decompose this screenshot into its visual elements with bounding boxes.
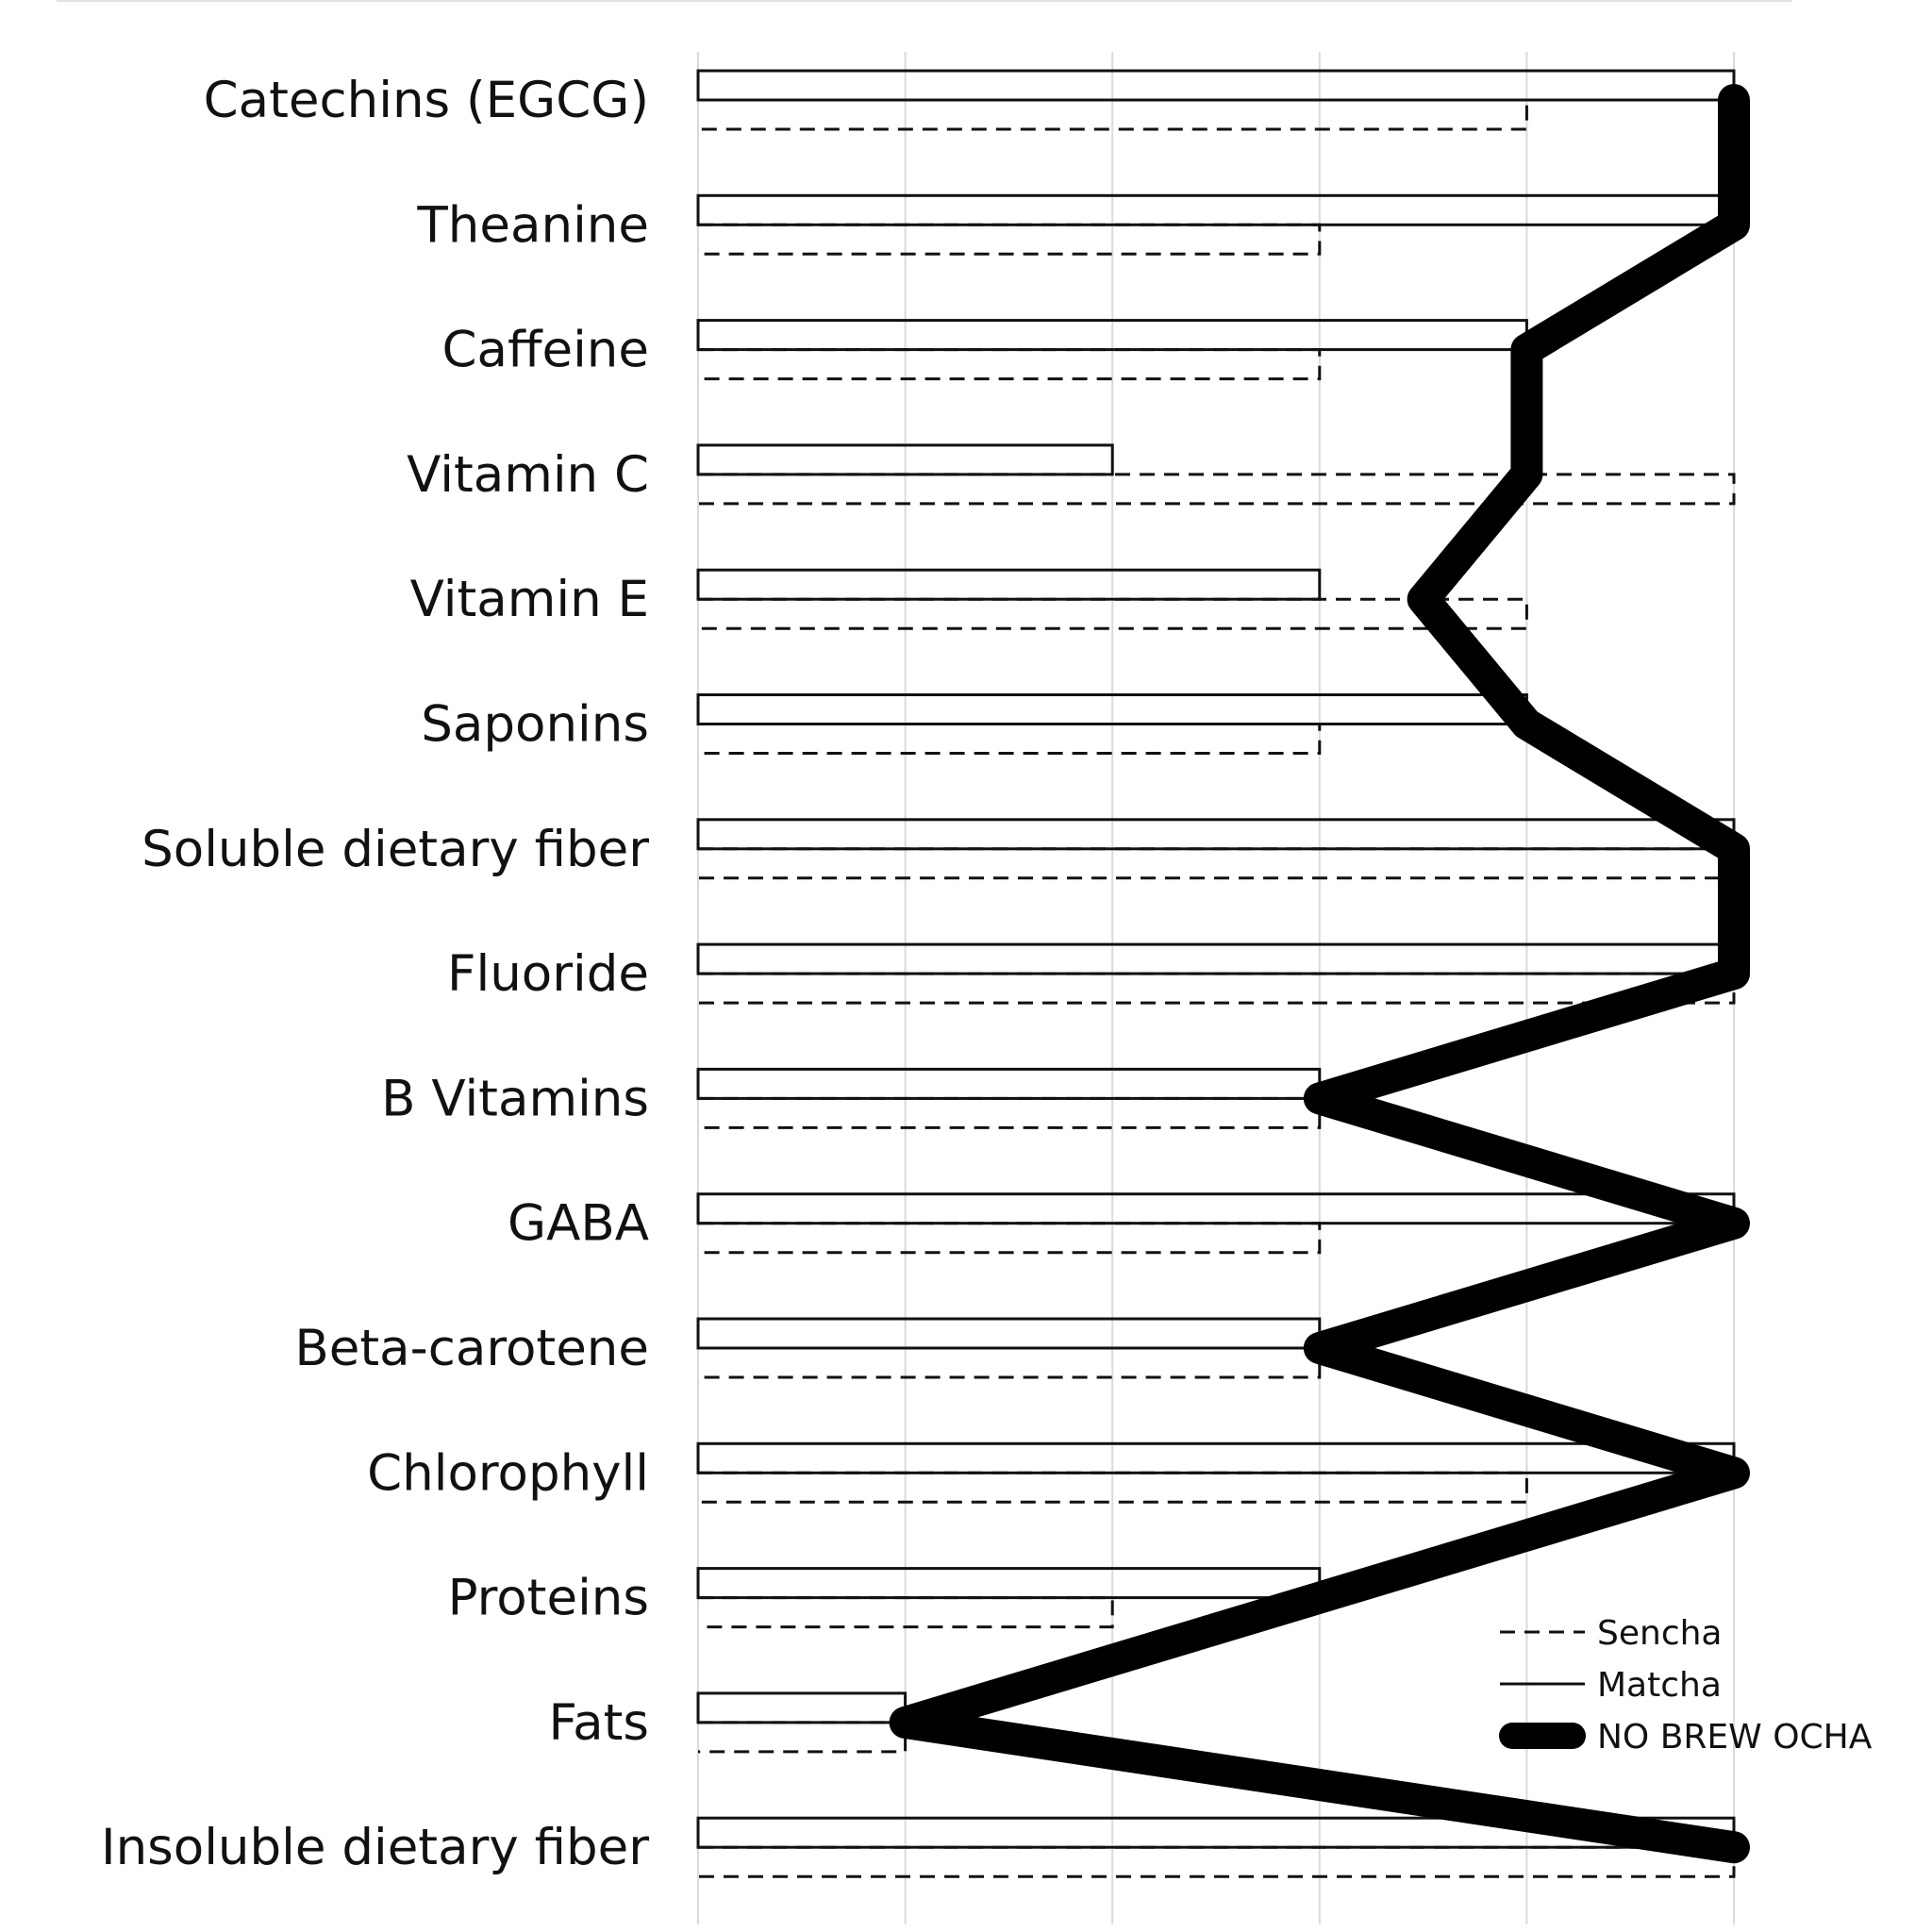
legend [1500, 1614, 1873, 1757]
category-label: Proteins [447, 1569, 649, 1627]
matcha-bar [698, 1069, 1320, 1098]
category-label: Chlorophyll [367, 1444, 649, 1503]
matcha-bar [698, 1443, 1734, 1473]
matcha-bar [698, 820, 1734, 849]
sencha-bar [698, 1348, 1320, 1377]
sencha-bar [698, 225, 1320, 254]
category-label: Saponins [421, 695, 649, 754]
category-label: Fluoride [447, 945, 649, 1004]
matcha-bar [698, 1693, 906, 1723]
sencha-bar [698, 1224, 1320, 1253]
category-label: Theanine [417, 196, 649, 255]
category-label: Vitamin E [409, 571, 649, 629]
sencha-bar [698, 1098, 1320, 1127]
matcha-bar [698, 1569, 1320, 1598]
category-label: Beta-carotene [294, 1320, 649, 1377]
matcha-bar [698, 570, 1320, 599]
sencha-bar [698, 1847, 1734, 1876]
category-label: Soluble dietary fiber [142, 820, 649, 878]
category-label: Fats [548, 1693, 649, 1752]
sencha-bar [698, 849, 1734, 878]
category-label: GABA [508, 1194, 649, 1253]
category-label: Vitamin C [407, 445, 649, 504]
bars [698, 71, 1734, 1876]
matcha-bar [698, 195, 1734, 225]
legend-matcha-label: Matcha [1597, 1666, 1722, 1705]
sencha-bar [698, 724, 1320, 754]
sencha-bar [698, 475, 1734, 504]
category-label: Catechins (EGCG) [203, 72, 649, 129]
legend-ocha-label: NO BREW OCHA [1597, 1718, 1873, 1757]
sencha-bar [698, 350, 1320, 379]
legend-sencha-label: Sencha [1597, 1614, 1723, 1653]
sencha-bar [698, 1723, 906, 1752]
category-labels [101, 72, 649, 1876]
category-label: Insoluble dietary fiber [100, 1819, 649, 1877]
category-label: B Vitamins [381, 1070, 649, 1128]
matcha-bar [698, 1194, 1734, 1224]
sencha-bar [698, 974, 1734, 1003]
matcha-bar [698, 1319, 1320, 1348]
matcha-bar [698, 71, 1734, 100]
category-label: Caffeine [441, 321, 649, 379]
matcha-bar [698, 944, 1734, 974]
